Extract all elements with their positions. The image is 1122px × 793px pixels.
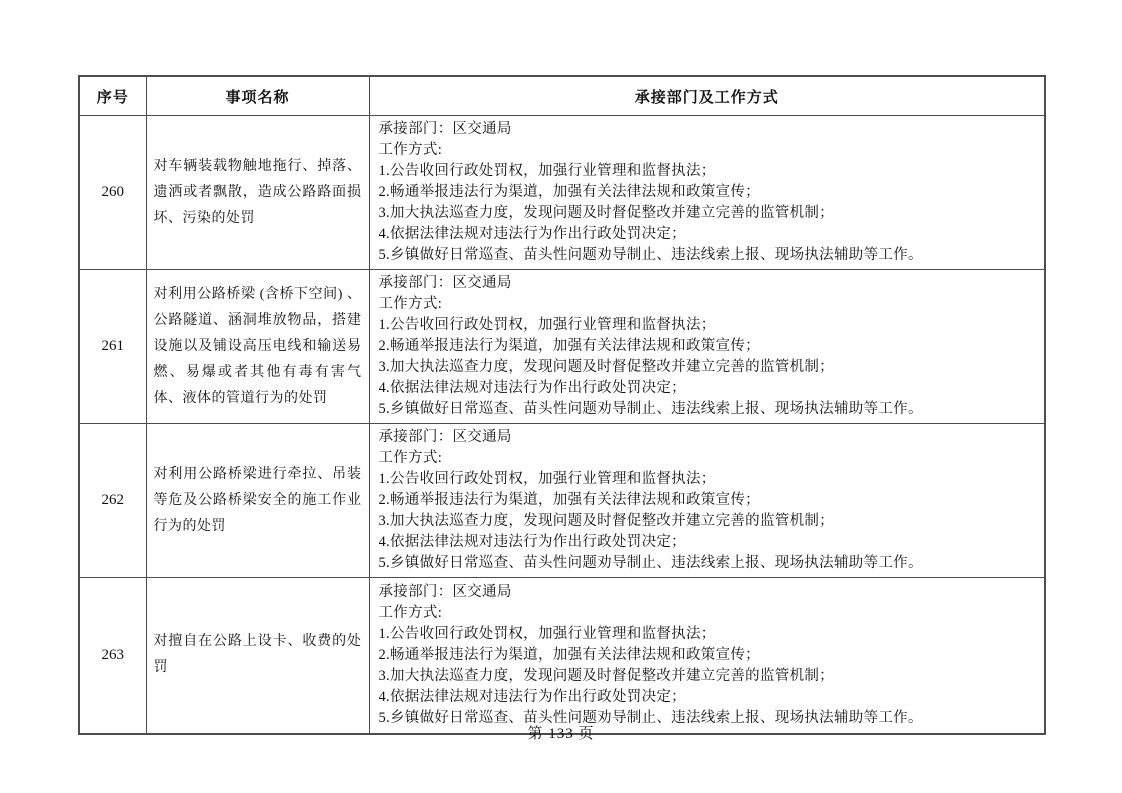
work-dept-line: 承接部门：区交通局: [378, 121, 512, 137]
page-number: 第 133 页: [527, 726, 595, 742]
work-method-line: 2.畅通举报违法行为渠道，加强有关法律法规和政策宣传；: [378, 646, 760, 663]
header-cell-item-name: 事项名称: [146, 76, 369, 116]
row-work-cell: [369, 424, 1045, 578]
work-method-line: 4.依据法律法规对违法行为作出行政处罚决定；: [378, 226, 686, 242]
work-method-line: 1.公告收回行政处罚权，加强行业管理和监督执法；: [378, 471, 716, 487]
work-method-line: 5.乡镇做好日常巡查、苗头性问题劝导制止、违法线索上报、现场执法辅助等工作。: [378, 555, 923, 571]
work-method-title: 工作方式:: [378, 142, 443, 158]
work-dept-line: 承接部门：区交通局: [378, 583, 512, 600]
work-method-line: 3.加大执法巡查力度，发现问题及时督促整改并建立完善的监管机制；: [378, 359, 834, 375]
table-header-row: [79, 76, 1045, 116]
work-dept-line: 承接部门：区交通局: [378, 429, 512, 445]
work-method-line: 2.畅通举报违法行为渠道，加强有关法律法规和政策宣传；: [378, 184, 760, 200]
header-cell-department: 承接部门及工作方式: [369, 76, 1045, 116]
work-method-line: 4.依据法律法规对违法行为作出行政处罚决定；: [378, 380, 686, 396]
work-method-line: 4.依据法律法规对违法行为作出行政处罚决定；: [378, 688, 686, 705]
work-dept-line: 承接部门：区交通局: [378, 275, 512, 291]
row-item-name: 对擅自在公路上设卡、收费的处罚: [153, 634, 362, 676]
row-item-name: 对利用公路桥梁进行牵拉、吊装等危及公路桥梁安全的施工作业行为的处罚: [153, 466, 362, 534]
row-seq: 260: [79, 116, 146, 270]
work-method-line: 3.加大执法巡查力度，发现问题及时督促整改并建立完善的监管机制；: [378, 205, 834, 221]
row-item-name-cell: [146, 116, 369, 270]
table-row: [79, 116, 1045, 270]
row-item-name-cell: [146, 424, 369, 578]
row-item-name-cell: [146, 578, 369, 734]
row-seq: 261: [79, 270, 146, 424]
work-method-line: 1.公告收回行政处罚权，加强行业管理和监督执法；: [378, 317, 716, 333]
work-method-line: 4.依据法律法规对违法行为作出行政处罚决定；: [378, 534, 686, 550]
row-item-name: 对车辆装载物触地拖行、掉落、遗洒或者飘散，造成公路路面损坏、污染的处罚: [153, 158, 362, 226]
work-method-line: 2.畅通举报违法行为渠道，加强有关法律法规和政策宣传；: [378, 338, 760, 354]
table-row: [79, 270, 1045, 424]
work-method-line: 3.加大执法巡查力度，发现问题及时督促整改并建立完善的监管机制；: [378, 667, 834, 684]
work-method-line: 5.乡镇做好日常巡查、苗头性问题劝导制止、违法线索上报、现场执法辅助等工作。: [378, 401, 923, 417]
header-cell-seq: 序号: [79, 76, 146, 116]
row-seq: 263: [79, 578, 146, 734]
row-work-cell: [369, 270, 1045, 424]
work-method-line: 1.公告收回行政处罚权，加强行业管理和监督执法；: [378, 625, 716, 642]
row-work-cell: [369, 578, 1045, 734]
row-item-name: 对利用公路桥梁 (含桥下空间) 、公路隧道、涵洞堆放物品，搭建设施以及铺设高压电线和输送易燃、易爆或者其他有毒有害气体、液体的管道行为的处罚: [153, 286, 362, 406]
work-method-line: 2.畅通举报违法行为渠道，加强有关法律法规和政策宣传；: [378, 492, 760, 508]
work-method-line: 5.乡镇做好日常巡查、苗头性问题劝导制止、违法线索上报、现场执法辅助等工作。: [378, 247, 923, 263]
work-method-title: 工作方式:: [378, 604, 443, 621]
work-method-title: 工作方式:: [378, 450, 443, 466]
table-row: [79, 578, 1045, 734]
work-method-title: 工作方式:: [378, 296, 443, 312]
work-method-line: 5.乡镇做好日常巡查、苗头性问题劝导制止、违法线索上报、现场执法辅助等工作。: [378, 709, 923, 726]
table-row: [79, 424, 1045, 578]
row-work-cell: [369, 116, 1045, 270]
row-seq: 262: [79, 424, 146, 578]
penalty-items-table: [78, 75, 1046, 735]
row-item-name-cell: [146, 270, 369, 424]
work-method-line: 3.加大执法巡查力度，发现问题及时督促整改并建立完善的监管机制；: [378, 513, 834, 529]
work-method-line: 1.公告收回行政处罚权，加强行业管理和监督执法；: [378, 163, 716, 179]
